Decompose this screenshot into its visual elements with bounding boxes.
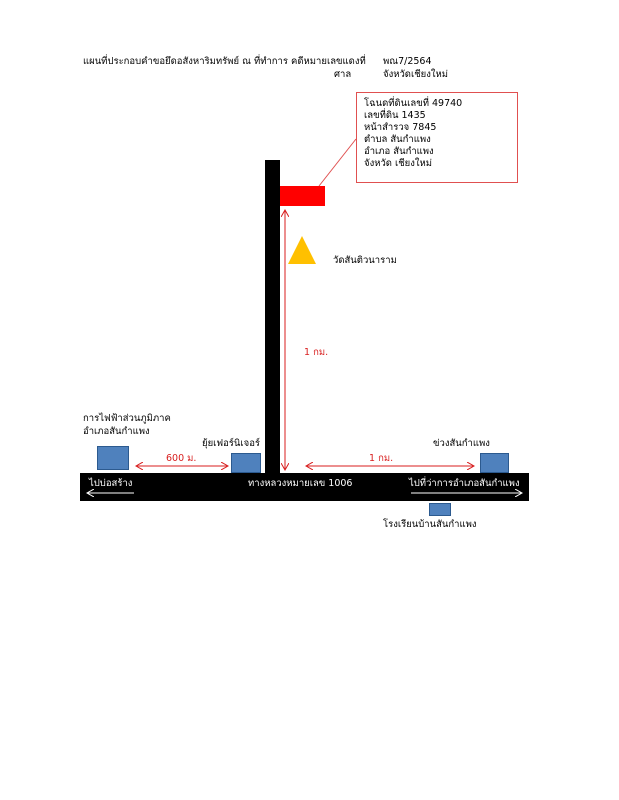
school-label: โรงเรียนบ้านสันกำแพง bbox=[383, 519, 477, 530]
right-distance-label: 1 กม. bbox=[369, 453, 394, 464]
court-label: ศาล bbox=[334, 69, 352, 80]
left-direction-label: ไปบ่อสร้าง bbox=[89, 478, 133, 489]
province: จังหวัด เชียงใหม่ bbox=[364, 158, 433, 169]
case-number: พณ7/2564 bbox=[383, 56, 432, 67]
left-distance-label: 600 ม. bbox=[166, 453, 197, 464]
land-deed-info-box bbox=[356, 92, 518, 183]
electricity-office-label-1: การไฟฟ้าส่วนภูมิภาค bbox=[83, 413, 171, 424]
intersection-marker bbox=[480, 453, 509, 473]
road-name-label: ทางหลวงหมายเลข 1006 bbox=[248, 478, 353, 489]
temple-label: วัดสันติวนาราม bbox=[333, 255, 397, 266]
furniture-shop-label: ยุ้ยเฟอร์นิเจอร์ bbox=[202, 438, 261, 449]
deed-number: โฉนดที่ดินเลขที่ 49740 bbox=[364, 98, 463, 109]
temple-icon bbox=[288, 236, 316, 264]
province-label: จังหวัดเชียงใหม่ bbox=[383, 69, 449, 80]
land-number: เลขที่ดิน 1435 bbox=[364, 110, 426, 121]
school-marker bbox=[429, 503, 451, 516]
electricity-office-marker bbox=[97, 446, 129, 470]
vertical-distance-label: 1 กม. bbox=[304, 347, 329, 358]
property-marker bbox=[280, 186, 325, 206]
callout-line bbox=[319, 139, 356, 186]
survey-page: หน้าสำรวจ 7845 bbox=[364, 122, 437, 133]
right-direction-label: ไปที่ว่าการอำเภอสันกำแพง bbox=[409, 478, 520, 489]
district: อำเภอ สันกำแพง bbox=[364, 146, 434, 157]
map-title: แผนที่ประกอบคำขอยึดอสังหาริมทรัพย์ ณ ที่ทำการ คดีหมายเลขแดงที่ bbox=[83, 56, 366, 67]
side-road bbox=[265, 160, 280, 474]
furniture-shop-marker bbox=[231, 453, 261, 473]
subdistrict: ตำบล สันกำแพง bbox=[364, 134, 431, 145]
intersection-label: ข่วงสันกำแพง bbox=[433, 438, 490, 449]
electricity-office-label-2: อำเภอสันกำแพง bbox=[83, 426, 150, 437]
